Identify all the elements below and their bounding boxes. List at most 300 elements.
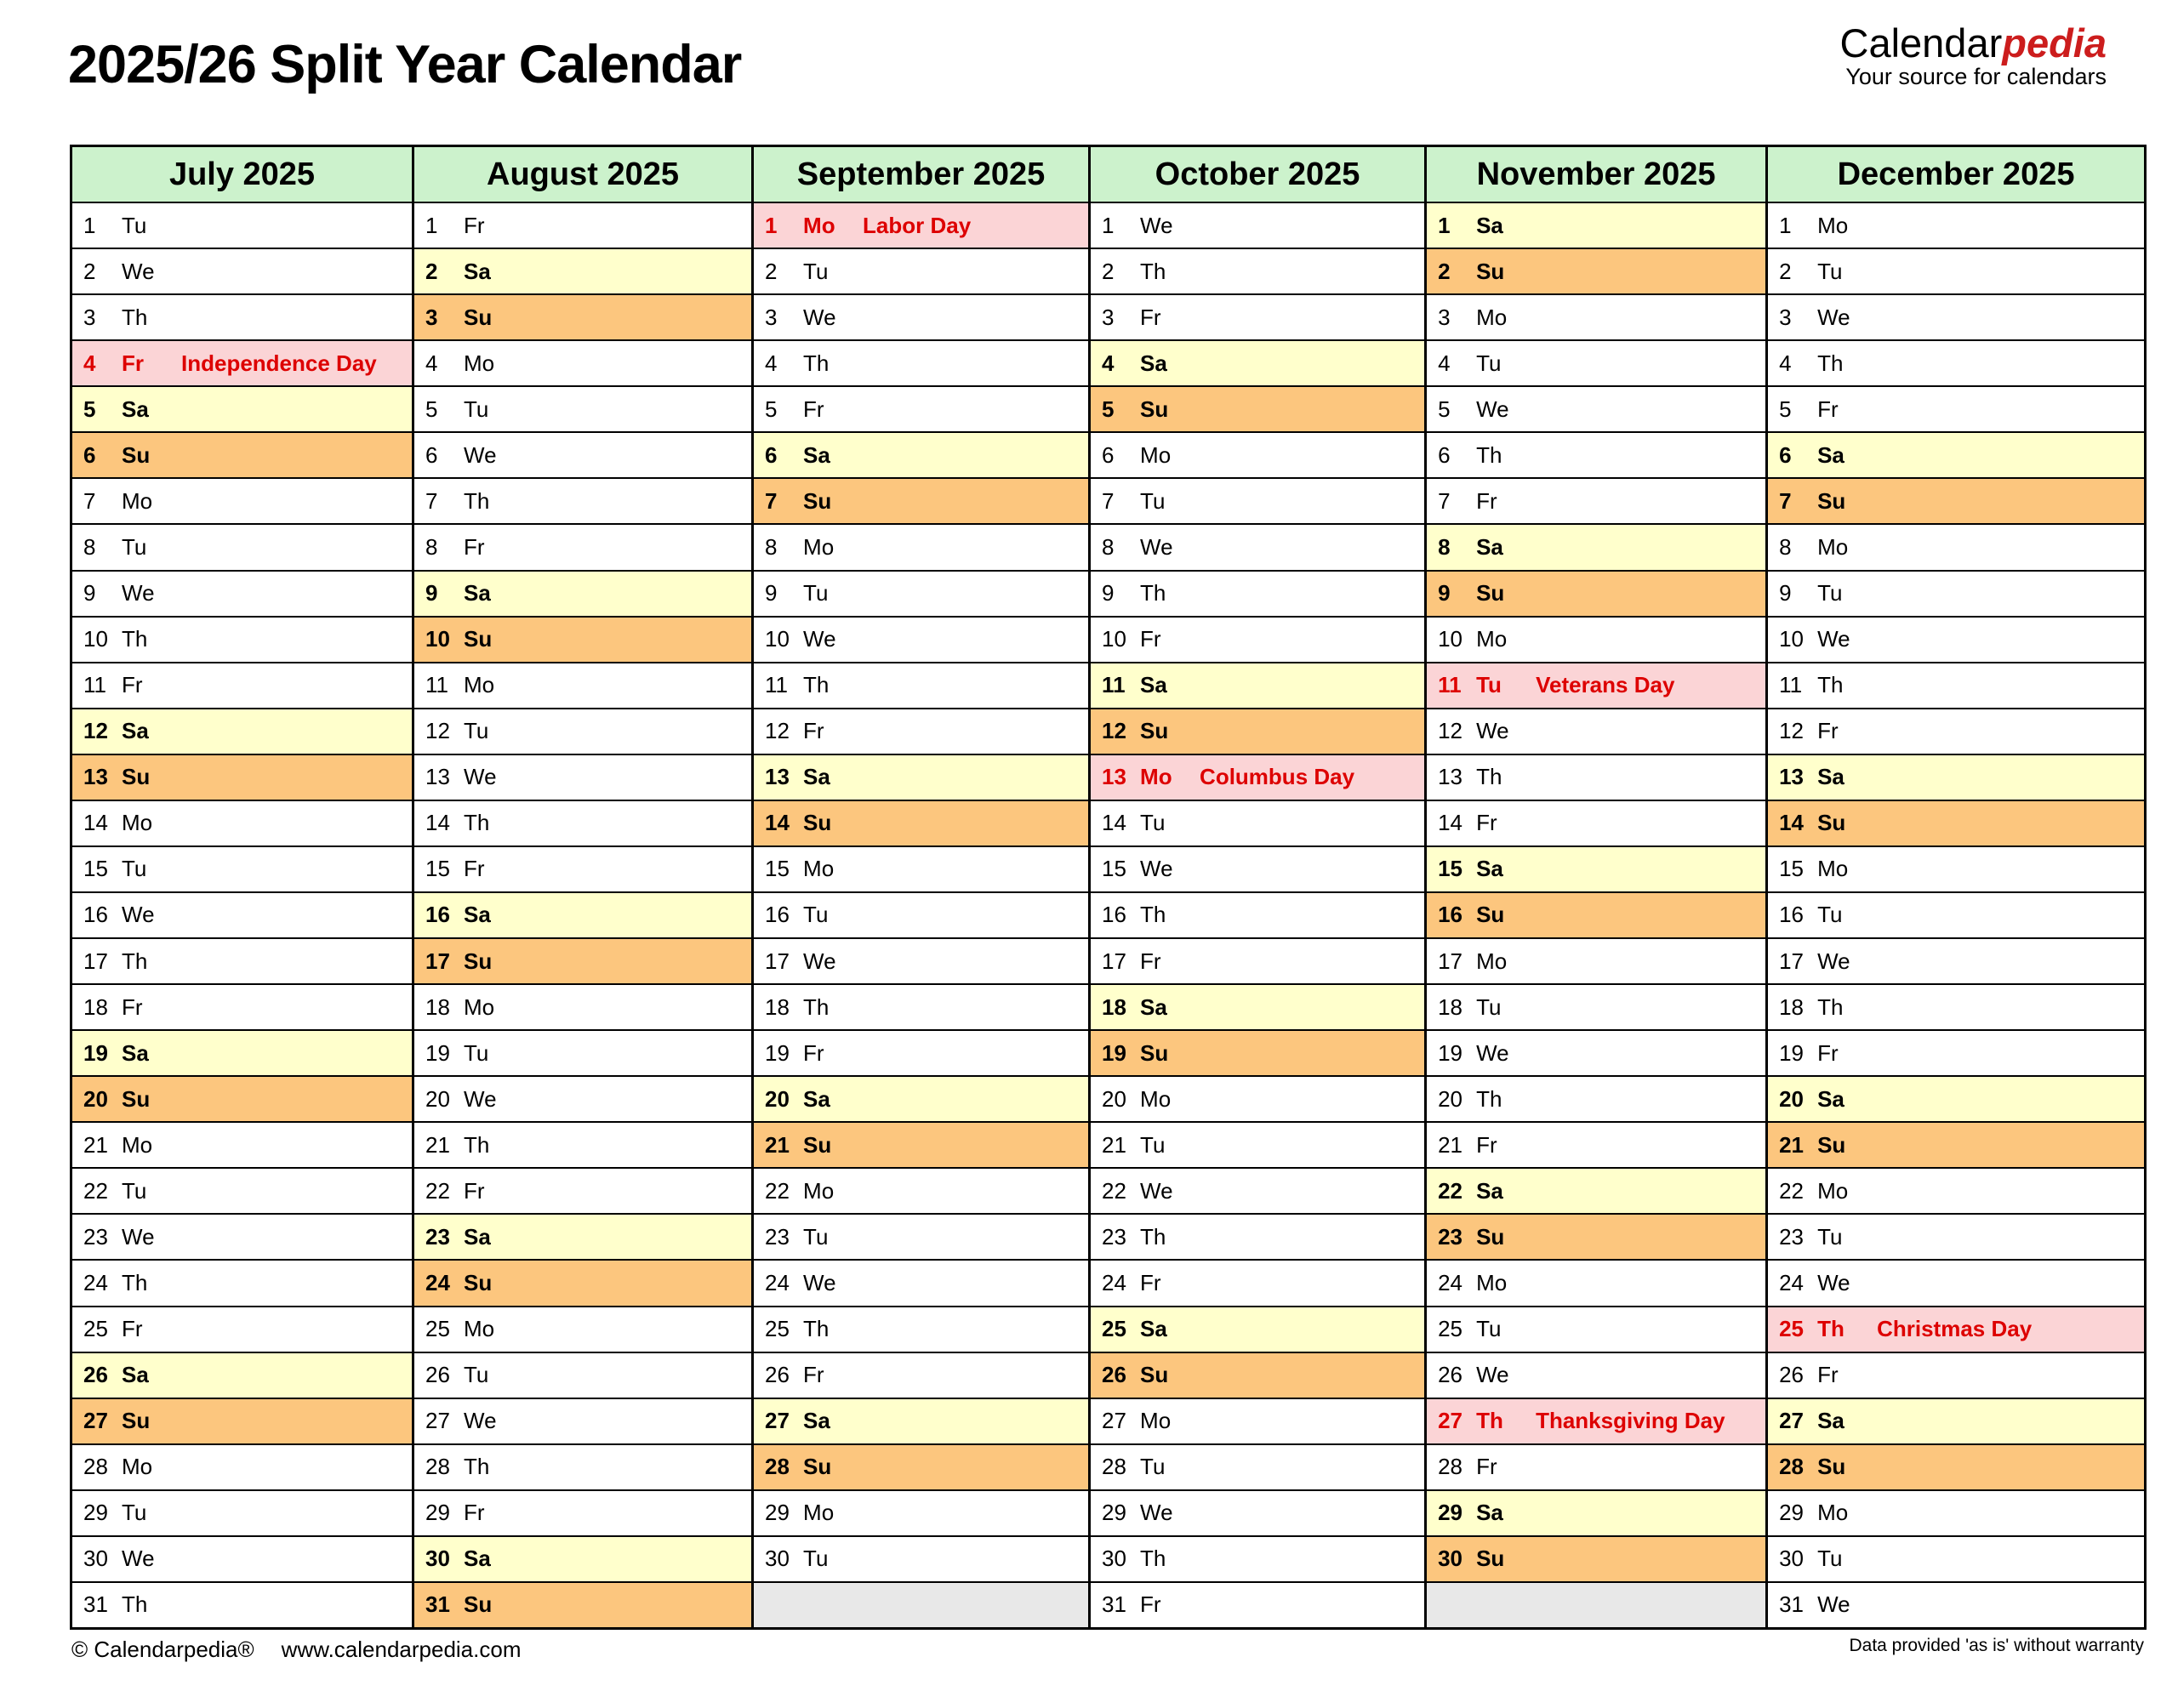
- day-weekday: Sa: [1476, 1177, 1503, 1204]
- day-number: 2: [1779, 258, 1792, 284]
- day-weekday: Th: [803, 993, 830, 1020]
- day-number: 27: [1102, 1408, 1126, 1434]
- day-number: 26: [1102, 1362, 1126, 1388]
- day-cell: [72, 754, 412, 800]
- day-cell: [754, 1352, 1088, 1398]
- day-weekday: Su: [464, 1591, 493, 1618]
- day-number: 12: [425, 718, 450, 744]
- logo-text-pedia: pedia: [2002, 20, 2107, 65]
- day-weekday: Fr: [1817, 1039, 1839, 1066]
- day-number: 17: [1102, 948, 1126, 974]
- day-cell: [1427, 1398, 1765, 1443]
- day-cell: [1768, 1121, 2144, 1167]
- day-cell: [414, 983, 751, 1029]
- day-cell: [72, 1581, 412, 1627]
- day-cell: [414, 1581, 751, 1627]
- day-weekday: We: [122, 580, 155, 606]
- day-cell: [1091, 754, 1424, 800]
- day-weekday: Sa: [803, 441, 830, 468]
- day-weekday: Su: [464, 304, 493, 330]
- day-weekday: Fr: [464, 212, 485, 238]
- day-number: 25: [83, 1316, 108, 1342]
- day-weekday: Fr: [464, 856, 485, 882]
- day-number: 31: [83, 1591, 108, 1618]
- day-cell: [1091, 1213, 1424, 1259]
- day-weekday: We: [122, 1546, 155, 1572]
- day-weekday: We: [1140, 1500, 1173, 1526]
- day-cell: [1427, 1352, 1765, 1398]
- day-weekday: We: [1476, 1362, 1509, 1388]
- day-cell: [754, 339, 1088, 385]
- day-number: 19: [1438, 1039, 1462, 1066]
- month-column: [751, 147, 1088, 1627]
- day-cell: [72, 431, 412, 477]
- day-weekday: Su: [1817, 487, 1846, 514]
- day-number: 19: [765, 1039, 790, 1066]
- day-number: 29: [1438, 1500, 1462, 1526]
- day-weekday: Sa: [1817, 1408, 1844, 1434]
- day-weekday: Fr: [1817, 396, 1839, 422]
- day-cell: [414, 339, 751, 385]
- day-weekday: We: [464, 764, 497, 790]
- day-weekday: We: [1817, 1270, 1850, 1295]
- day-cell: [1768, 1306, 2144, 1352]
- day-cell: [1091, 1259, 1424, 1305]
- day-number: 19: [425, 1039, 450, 1066]
- day-number: 8: [765, 533, 778, 560]
- day-weekday: Sa: [1140, 1316, 1167, 1342]
- day-weekday: Th: [122, 1270, 148, 1295]
- day-weekday: Su: [464, 1270, 493, 1295]
- day-cell: [1768, 1352, 2144, 1398]
- day-number: 30: [1102, 1546, 1126, 1572]
- day-weekday: Th: [122, 304, 148, 330]
- day-weekday: Mo: [464, 993, 495, 1020]
- footer-copyright: [71, 1637, 521, 1663]
- day-number: 5: [1438, 396, 1451, 422]
- day-number: 13: [1102, 764, 1126, 790]
- day-number: 23: [1779, 1223, 1805, 1250]
- day-cell: [1091, 1443, 1424, 1489]
- day-cell: [1427, 523, 1765, 569]
- day-cell: [1427, 1213, 1765, 1259]
- day-weekday: Tu: [122, 533, 147, 560]
- day-weekday: Th: [1817, 993, 1844, 1020]
- day-cell: [754, 293, 1088, 339]
- day-cell: [414, 248, 751, 293]
- day-cell: [72, 293, 412, 339]
- day-number: 29: [765, 1500, 790, 1526]
- holiday-name: Thanksgiving Day: [1536, 1408, 1725, 1434]
- day-cell: [1091, 845, 1424, 891]
- day-number: 13: [425, 764, 450, 790]
- day-cell: [414, 1535, 751, 1581]
- day-number: 17: [425, 948, 450, 974]
- day-weekday: Fr: [1476, 1131, 1497, 1158]
- day-cell: [754, 616, 1088, 662]
- day-cell: [754, 1489, 1088, 1535]
- day-weekday: Mo: [1140, 1408, 1172, 1434]
- day-cell: [1427, 1489, 1765, 1535]
- day-cell: [754, 248, 1088, 293]
- day-cell: [72, 477, 412, 523]
- day-weekday: Su: [1476, 1223, 1505, 1250]
- day-number: 30: [1779, 1546, 1805, 1572]
- day-weekday: Mo: [1476, 626, 1508, 652]
- day-weekday: Th: [803, 350, 830, 376]
- day-number: 3: [765, 304, 778, 330]
- day-weekday: Th: [1817, 672, 1844, 698]
- day-cell: [1427, 845, 1765, 891]
- day-number: 2: [1438, 258, 1451, 284]
- day-number: 6: [83, 441, 96, 468]
- day-number: 27: [1779, 1408, 1805, 1434]
- day-weekday: Th: [464, 487, 490, 514]
- day-weekday: Mo: [122, 487, 153, 514]
- day-weekday: Sa: [803, 764, 830, 790]
- day-weekday: Mo: [122, 1131, 153, 1158]
- day-cell: [1091, 616, 1424, 662]
- day-number: 24: [765, 1270, 790, 1295]
- day-cell: [1427, 983, 1765, 1029]
- day-cell: [1427, 385, 1765, 431]
- day-weekday: We: [803, 948, 836, 974]
- day-number: 21: [425, 1131, 450, 1158]
- day-number: 24: [1779, 1270, 1805, 1295]
- day-weekday: We: [464, 1408, 497, 1434]
- day-cell: [754, 523, 1088, 569]
- day-cell: [414, 708, 751, 754]
- day-weekday: We: [1140, 533, 1173, 560]
- day-weekday: Su: [122, 764, 151, 790]
- day-cell: [72, 1535, 412, 1581]
- day-number: 10: [765, 626, 790, 652]
- day-weekday: Sa: [122, 1362, 149, 1388]
- day-cell: [72, 1075, 412, 1121]
- day-weekday: Su: [122, 1085, 151, 1112]
- day-number: 25: [1438, 1316, 1462, 1342]
- day-weekday: Sa: [122, 396, 149, 422]
- day-number: 11: [1102, 672, 1126, 698]
- day-number: 8: [425, 533, 438, 560]
- day-number: 22: [1438, 1177, 1462, 1204]
- day-cell: [414, 1306, 751, 1352]
- day-weekday: Fr: [122, 350, 144, 376]
- day-weekday: Th: [1140, 580, 1166, 606]
- day-weekday: Tu: [1140, 1131, 1166, 1158]
- day-weekday: Mo: [1817, 1500, 1849, 1526]
- day-number: 10: [83, 626, 108, 652]
- day-weekday: We: [1476, 718, 1509, 744]
- day-cell: [754, 1167, 1088, 1213]
- day-number: 1: [425, 212, 438, 238]
- day-weekday: Fr: [1140, 948, 1161, 974]
- day-weekday: Fr: [1476, 810, 1497, 836]
- day-cell: [1091, 708, 1424, 754]
- day-weekday: Su: [803, 1454, 832, 1480]
- day-number: 10: [1438, 626, 1462, 652]
- day-number: 14: [425, 810, 450, 836]
- day-weekday: Fr: [1140, 304, 1161, 330]
- day-weekday: Fr: [464, 1500, 485, 1526]
- day-weekday: Fr: [464, 1177, 485, 1204]
- day-cell: [72, 1306, 412, 1352]
- day-weekday: Th: [1140, 258, 1166, 284]
- day-number: 6: [765, 441, 778, 468]
- day-cell: [72, 616, 412, 662]
- day-number: 5: [1102, 396, 1115, 422]
- day-weekday: Mo: [1817, 533, 1849, 560]
- day-cell: [414, 1075, 751, 1121]
- day-weekday: Sa: [122, 1039, 149, 1066]
- day-cell: [1427, 662, 1765, 708]
- day-number: 30: [83, 1546, 108, 1572]
- day-weekday: Fr: [1140, 626, 1161, 652]
- day-cell: [72, 983, 412, 1029]
- day-cell: [72, 1121, 412, 1167]
- day-cell: [1768, 1535, 2144, 1581]
- day-cell: [414, 1029, 751, 1075]
- day-cell: [1768, 754, 2144, 800]
- day-number: 26: [765, 1362, 790, 1388]
- day-weekday: Tu: [1817, 1546, 1843, 1572]
- day-weekday: Tu: [1817, 1223, 1843, 1250]
- day-cell: [414, 1259, 751, 1305]
- day-number: 8: [1438, 533, 1451, 560]
- day-number: 9: [425, 580, 438, 606]
- day-number: 6: [1102, 441, 1115, 468]
- footer-url[interactable]: www.calendarpedia.com: [281, 1637, 522, 1662]
- day-weekday: Sa: [464, 580, 491, 606]
- day-number: 22: [1779, 1177, 1805, 1204]
- day-number: 29: [425, 1500, 450, 1526]
- day-number: 20: [1779, 1085, 1805, 1112]
- day-number: 2: [425, 258, 438, 284]
- day-number: 10: [1779, 626, 1805, 652]
- day-weekday: Th: [1476, 764, 1502, 790]
- day-weekday: Th: [464, 810, 490, 836]
- day-weekday: Tu: [1817, 258, 1843, 284]
- month-header: November 2025: [1427, 147, 1765, 202]
- day-cell: [1091, 431, 1424, 477]
- holiday-name: Veterans Day: [1536, 672, 1675, 698]
- day-number: 5: [765, 396, 778, 422]
- day-cell: [1091, 1029, 1424, 1075]
- day-cell: [414, 800, 751, 845]
- day-weekday: Sa: [1476, 1500, 1503, 1526]
- day-weekday: Tu: [464, 718, 489, 744]
- day-weekday: Tu: [122, 212, 147, 238]
- day-weekday: Sa: [1817, 764, 1844, 790]
- day-number: 7: [425, 487, 438, 514]
- day-cell: [414, 754, 751, 800]
- day-number: 21: [1779, 1131, 1805, 1158]
- day-cell: [1768, 248, 2144, 293]
- day-cell: [1427, 477, 1765, 523]
- day-weekday: We: [1476, 396, 1509, 422]
- day-cell: [72, 1029, 412, 1075]
- day-number: 13: [765, 764, 790, 790]
- day-cell: [1427, 431, 1765, 477]
- day-weekday: Fr: [1817, 1362, 1839, 1388]
- day-cell: [754, 937, 1088, 983]
- day-number: 2: [1102, 258, 1115, 284]
- day-number: 21: [1438, 1131, 1462, 1158]
- day-weekday: Fr: [122, 1316, 143, 1342]
- day-number: 7: [1102, 487, 1115, 514]
- day-number: 11: [1438, 672, 1462, 698]
- day-weekday: We: [122, 1223, 155, 1250]
- day-cell: [1768, 477, 2144, 523]
- day-weekday: Mo: [1140, 1085, 1172, 1112]
- day-number: 11: [1779, 672, 1803, 698]
- day-weekday: Th: [1476, 1085, 1502, 1112]
- day-cell: [1768, 570, 2144, 616]
- day-weekday: Tu: [803, 1223, 829, 1250]
- day-cell: [72, 385, 412, 431]
- day-cell: [414, 385, 751, 431]
- day-number: 15: [1779, 856, 1805, 882]
- day-weekday: Su: [1140, 718, 1169, 744]
- day-number: 4: [83, 350, 96, 376]
- day-cell: [1427, 1535, 1765, 1581]
- day-cell: [754, 1259, 1088, 1305]
- day-cell: [1091, 1535, 1424, 1581]
- day-number: 20: [1102, 1085, 1126, 1112]
- day-weekday: Tu: [122, 1177, 147, 1204]
- month-column: [1424, 147, 1765, 1627]
- day-number: 4: [765, 350, 778, 376]
- month-column: [1765, 147, 2144, 1627]
- day-number: 3: [1438, 304, 1451, 330]
- day-cell: [1427, 1029, 1765, 1075]
- page-title: 2025/26 Split Year Calendar: [68, 35, 742, 94]
- day-weekday: Mo: [1476, 948, 1508, 974]
- day-cell: [414, 293, 751, 339]
- day-cell: [1091, 1121, 1424, 1167]
- day-cell: [1091, 570, 1424, 616]
- day-cell: [414, 1352, 751, 1398]
- day-weekday: Mo: [464, 672, 495, 698]
- day-number: 3: [1779, 304, 1792, 330]
- day-cell: [72, 523, 412, 569]
- day-cell: [414, 1167, 751, 1213]
- day-number: 16: [1102, 902, 1126, 928]
- brand-logo: [1840, 22, 2107, 89]
- day-number: 17: [1779, 948, 1805, 974]
- day-number: 3: [1102, 304, 1115, 330]
- day-cell: [1091, 800, 1424, 845]
- day-cell: [72, 1213, 412, 1259]
- day-number: 18: [765, 993, 790, 1020]
- day-cell: [414, 845, 751, 891]
- day-weekday: Tu: [464, 1039, 489, 1066]
- day-number: 8: [1779, 533, 1792, 560]
- day-number: 24: [425, 1270, 450, 1295]
- day-cell: [754, 662, 1088, 708]
- day-weekday: We: [803, 626, 836, 652]
- day-number: 31: [425, 1591, 450, 1618]
- day-weekday: Tu: [464, 1362, 489, 1388]
- day-weekday: Mo: [1140, 764, 1172, 790]
- holiday-name: Christmas Day: [1877, 1316, 2033, 1342]
- day-number: 15: [1102, 856, 1126, 882]
- day-number: 16: [765, 902, 790, 928]
- day-weekday: Sa: [464, 258, 491, 284]
- day-number: 27: [83, 1408, 108, 1434]
- day-weekday: Th: [1476, 441, 1502, 468]
- day-weekday: Tu: [1476, 1316, 1502, 1342]
- day-weekday: Mo: [1476, 1270, 1508, 1295]
- day-number: 12: [1102, 718, 1126, 744]
- day-number: 9: [765, 580, 778, 606]
- day-number: 25: [1779, 1316, 1805, 1342]
- day-number: 28: [83, 1454, 108, 1480]
- month-header: October 2025: [1091, 147, 1424, 202]
- day-weekday: Th: [122, 1591, 148, 1618]
- day-number: 21: [1102, 1131, 1126, 1158]
- day-weekday: Th: [803, 1316, 830, 1342]
- day-number: 22: [1102, 1177, 1126, 1204]
- day-weekday: We: [1140, 856, 1173, 882]
- day-number: 10: [425, 626, 450, 652]
- day-cell: [414, 523, 751, 569]
- day-weekday: Mo: [803, 212, 835, 238]
- day-number: 4: [1779, 350, 1792, 376]
- day-cell: [754, 477, 1088, 523]
- day-number: 5: [1779, 396, 1792, 422]
- day-number: 1: [83, 212, 96, 238]
- day-cell: [754, 1121, 1088, 1167]
- day-number: 20: [765, 1085, 790, 1112]
- day-cell: [1768, 1581, 2144, 1627]
- day-number: 24: [1102, 1270, 1126, 1295]
- calendar-table: [70, 145, 2147, 1630]
- day-weekday: Su: [803, 487, 832, 514]
- day-cell: [414, 662, 751, 708]
- day-number: 6: [425, 441, 438, 468]
- day-number: 6: [1779, 441, 1792, 468]
- day-cell: [754, 1535, 1088, 1581]
- day-number: 2: [83, 258, 96, 284]
- day-weekday: Sa: [1140, 993, 1167, 1020]
- day-number: 23: [1438, 1223, 1462, 1250]
- day-weekday: Su: [1140, 1362, 1169, 1388]
- day-weekday: Mo: [122, 810, 153, 836]
- day-cell: [1091, 523, 1424, 569]
- day-number: 1: [1102, 212, 1115, 238]
- day-cell: [1427, 937, 1765, 983]
- day-weekday: Th: [122, 626, 148, 652]
- day-number: 25: [425, 1316, 450, 1342]
- day-weekday: Mo: [803, 533, 835, 560]
- day-number: 31: [1779, 1591, 1805, 1618]
- day-cell: [1091, 1581, 1424, 1627]
- day-number: 16: [83, 902, 108, 928]
- day-cell: [72, 1167, 412, 1213]
- day-cell: [754, 431, 1088, 477]
- day-weekday: Sa: [1476, 856, 1503, 882]
- day-cell: [1768, 662, 2144, 708]
- day-number: 11: [765, 672, 789, 698]
- day-cell: [1768, 1213, 2144, 1259]
- day-number: 22: [83, 1177, 108, 1204]
- day-weekday: Sa: [464, 1546, 491, 1572]
- holiday-name: Labor Day: [863, 212, 972, 238]
- day-number: 26: [1438, 1362, 1462, 1388]
- holiday-name: Columbus Day: [1200, 764, 1355, 790]
- day-cell: [1427, 1259, 1765, 1305]
